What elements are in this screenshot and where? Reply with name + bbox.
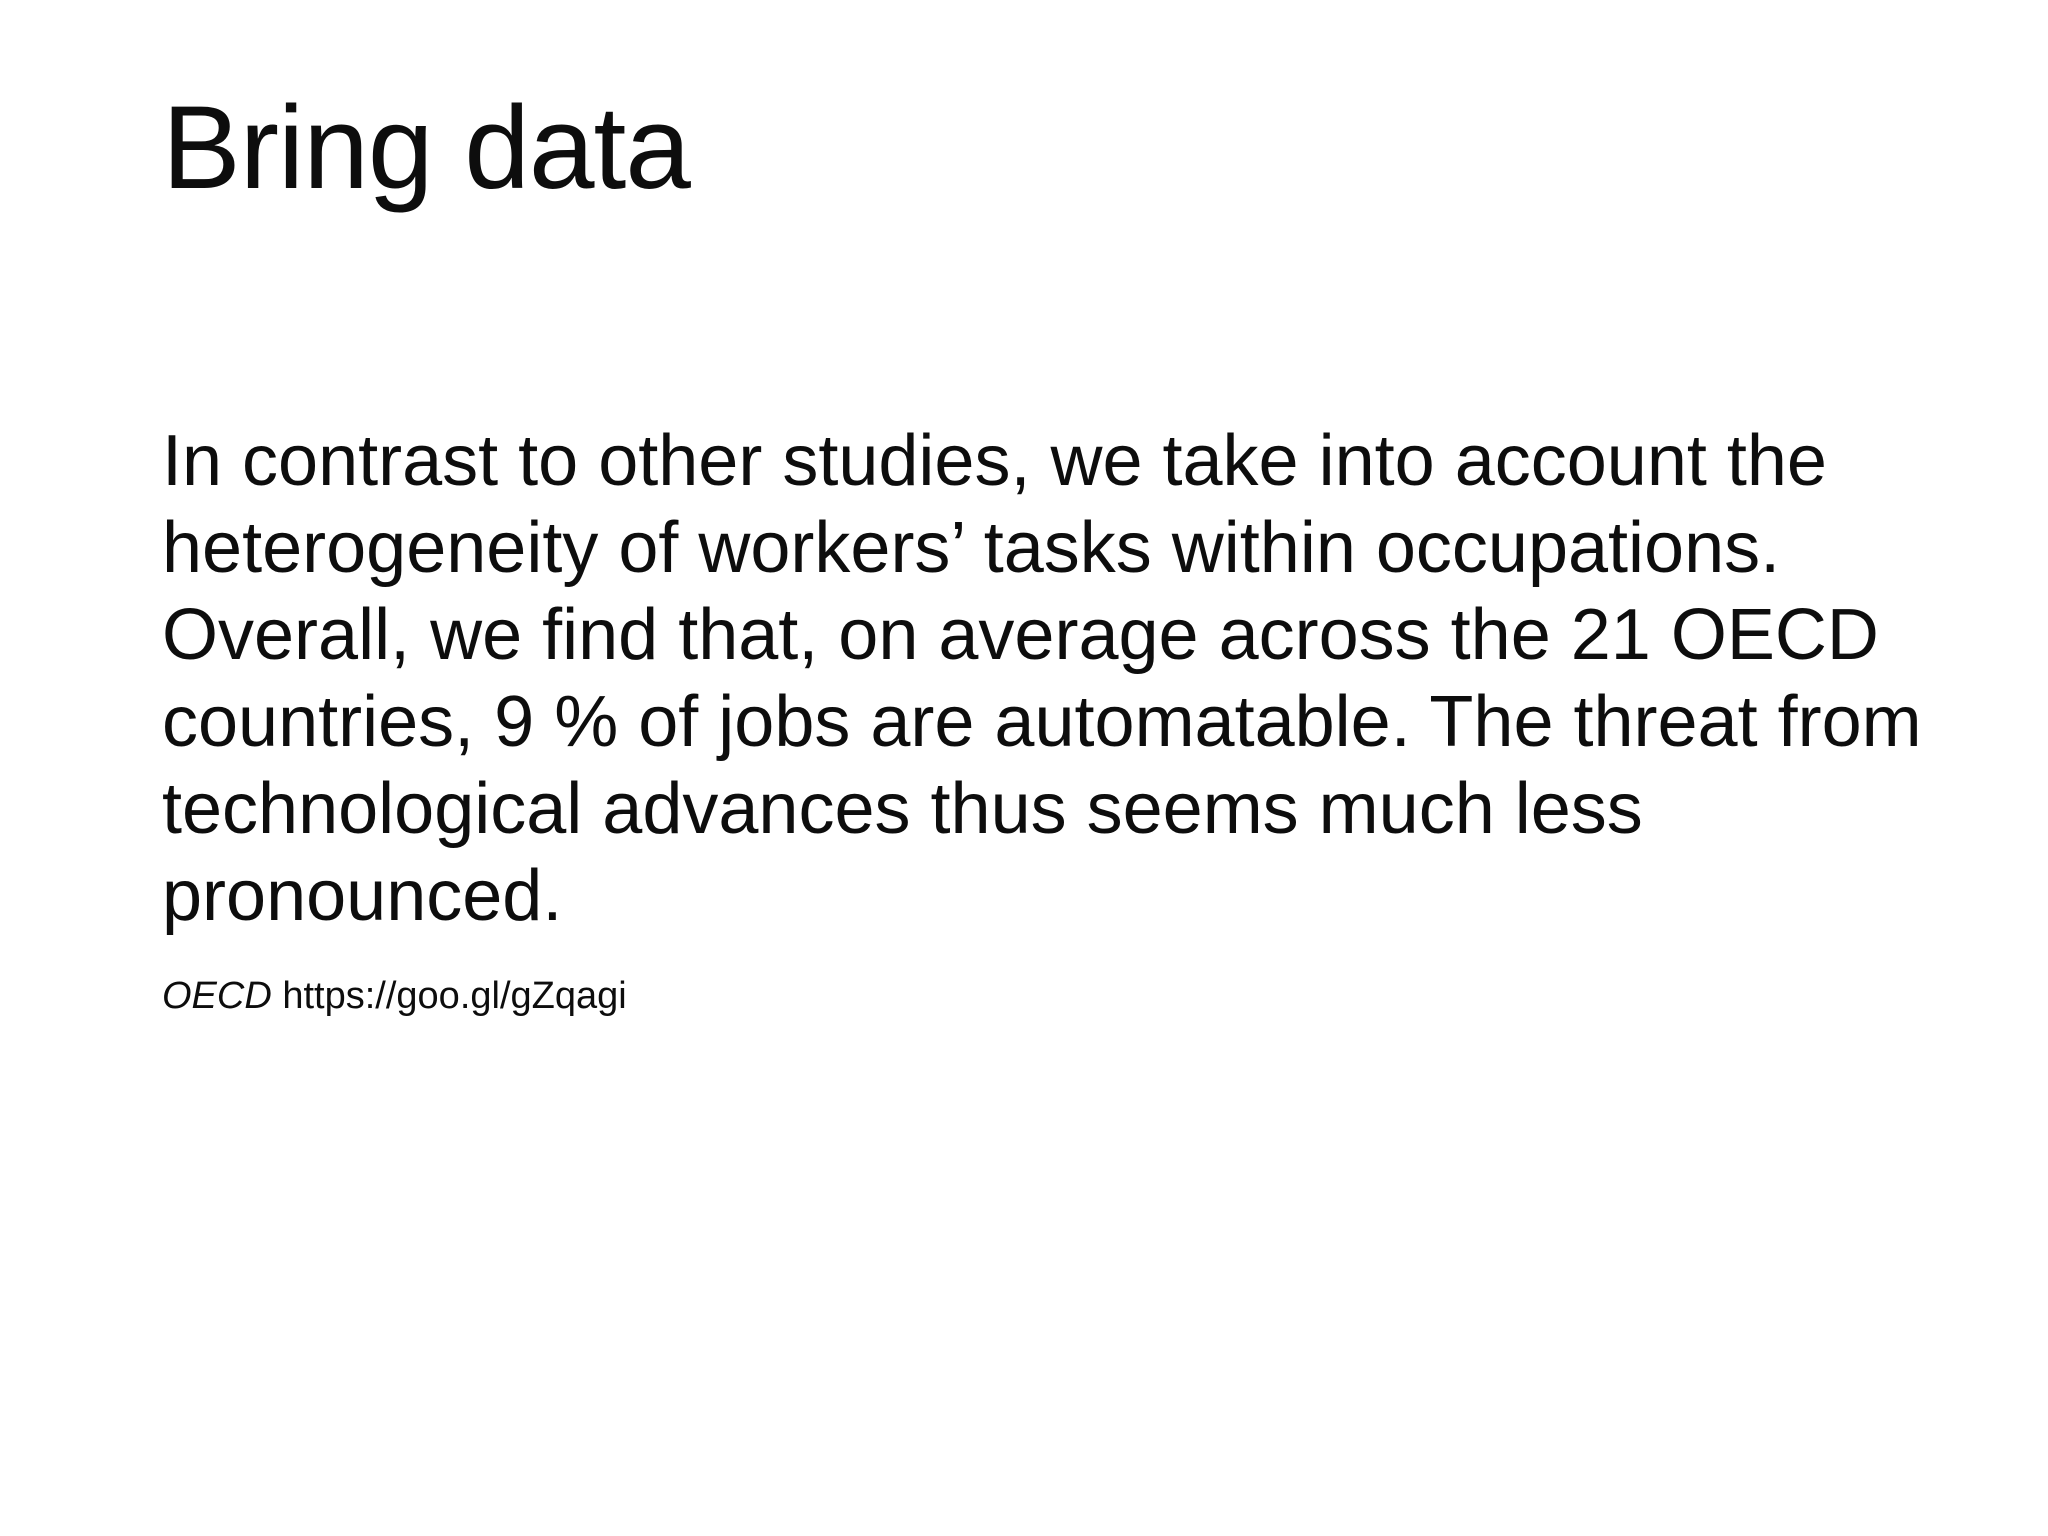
citation-source: OECD xyxy=(162,975,272,1017)
citation xyxy=(162,972,627,1020)
slide-title: Bring data xyxy=(162,82,690,214)
citation-url: https://goo.gl/gZqagi xyxy=(282,975,627,1017)
quote-paragraph: In contrast to other studies, we take into account the heterogeneity of workers’ tasks within occupations. Overall, we find that, on average across the 21 OECD countries, 9 % of jobs are automatable. The threat from technological advances thus seems much less pronounced. xyxy=(162,421,1922,936)
